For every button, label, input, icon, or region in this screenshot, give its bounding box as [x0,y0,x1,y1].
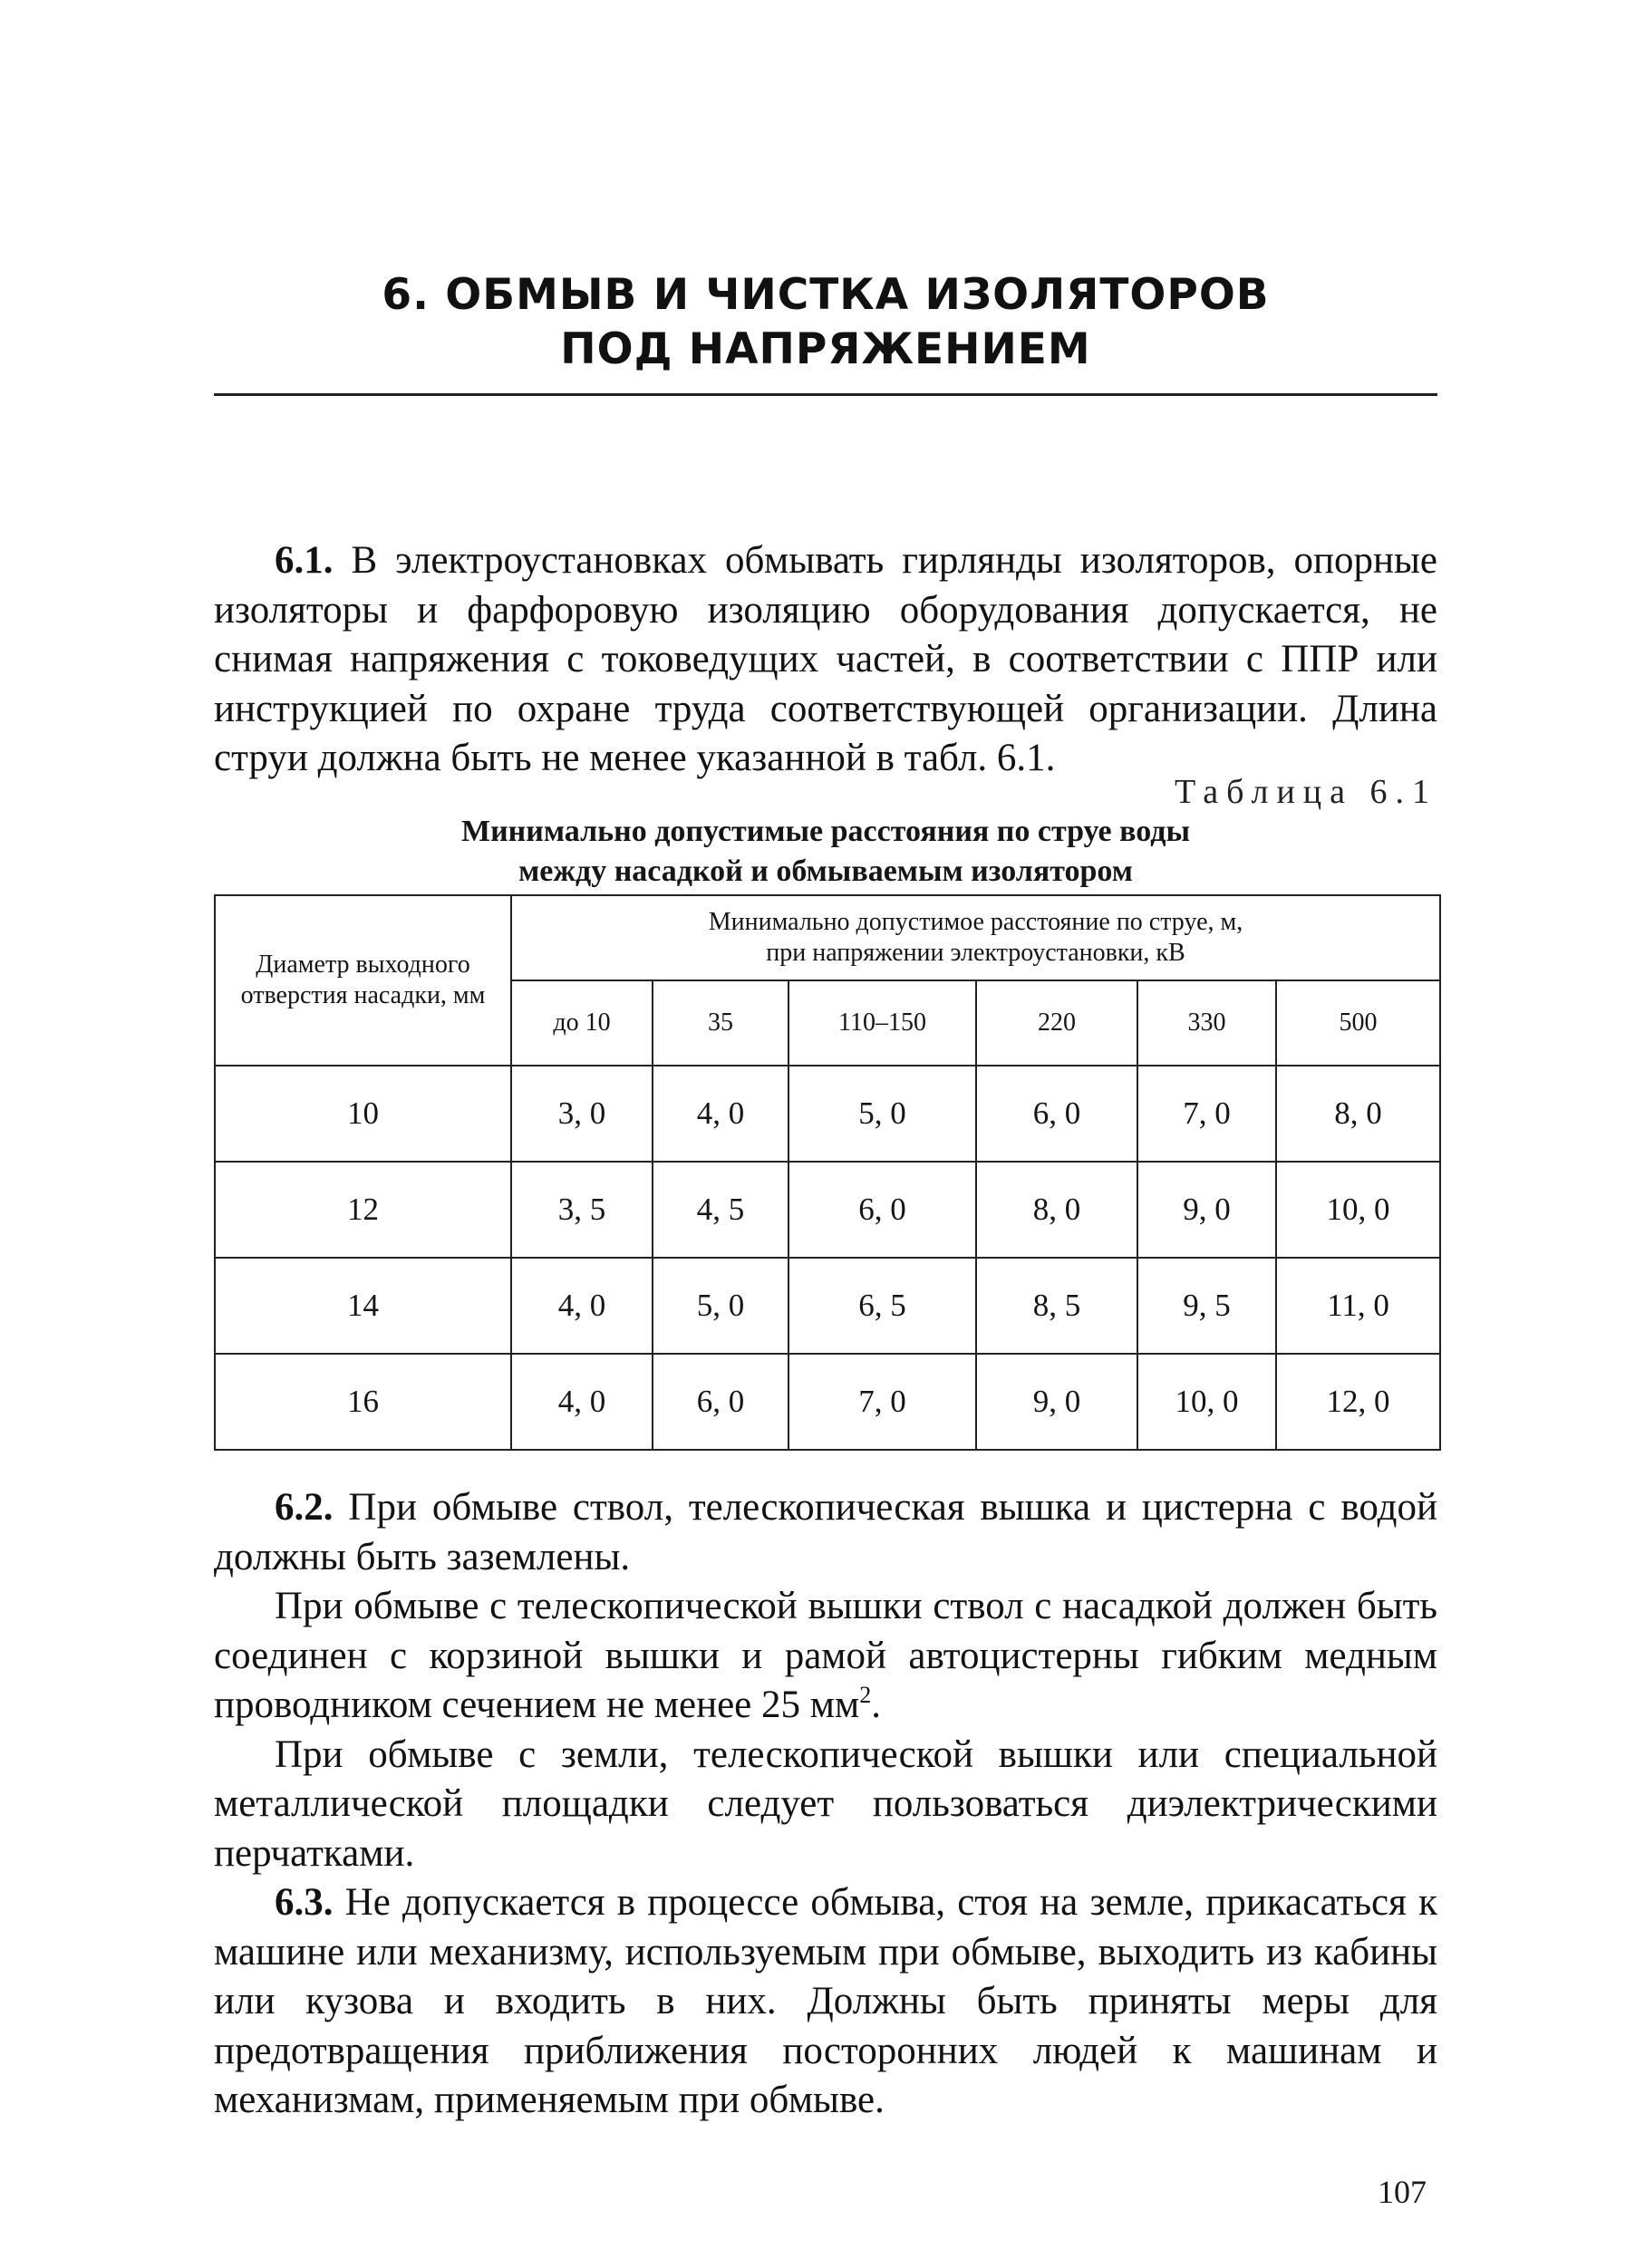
section-6-2-paragraph-3: При обмыве с земли, телескопической вышки или специальной металлической площадки следует пользоваться диэлектрическими перчатками. [214,1732,1437,1875]
table-row [215,1066,1440,1162]
cell-distance: 9, 5 [1137,1258,1276,1354]
header-voltage: 220 [976,980,1137,1066]
section-6-2-paragraph-2 [214,1582,1437,1731]
table-caption [214,812,1437,892]
section-6-1 [214,536,1437,784]
cell-distance: 10, 0 [1276,1162,1440,1258]
chapter-title-line2: ПОД НАПРЯЖЕНИЕМ [560,324,1091,374]
header-distance-line1: Минимально допустимое расстояние по струе, м, [708,908,1243,936]
table-row [215,1162,1440,1258]
cell-distance: 4, 0 [511,1354,653,1450]
table-row [215,1354,1440,1450]
header-distance-line2: при напряжении электроустановки, кВ [766,939,1185,967]
section-6-1-number: 6.1. [275,539,334,582]
superscript-2: 2 [859,1682,872,1708]
table-caption-line1: Минимально допустимые расстояния по струе воды [460,815,1190,848]
cell-distance: 4, 5 [653,1162,788,1258]
cell-distance: 4, 0 [653,1066,788,1162]
cell-distance: 5, 0 [788,1066,976,1162]
section-6-1-text: В электроустановках обмывать гирлянды изоляторов, опорные изоляторы и фарфоровую изоляцию оборудования допускается, не снимая напряжения с токоведущих частей, в соответствии с ППР или инструкцией по охране труда соответствующей организации. Длина струи должна быть не менее указанной в табл. 6.1. [214,539,1437,779]
section-6-2-para2-text: При обмыве с телескопической вышки ствол с насадкой должен быть соединен с корзиной вышки и рамой автоцистерны гибким медным проводником сечением не менее 25 мм [214,1585,1437,1726]
header-diameter: Диаметр выходного отверстия насадки, мм [215,895,511,1066]
section-6-2-para2-end: . [871,1684,881,1726]
section-6-2-number: 6.2. [275,1486,334,1529]
section-6-3-text: Не допускается в процессе обмыва, стоя на земле, прикасаться к машине или механизму, используемым при обмыве, выходить из кабины или кузова и входить в них. Должны быть приняты меры для предотвращения приближения посторонних людей к машинам и механизмам, применяемым при обмыве. [214,1881,1437,2121]
header-distance-group [511,895,1440,980]
section-6-2-text: При обмыве ствол, телескопическая вышка и цистерна с водой должны быть заземлены. [214,1486,1437,1578]
section-6-3-paragraph [214,1878,1437,2126]
chapter-title-line1: 6. ОБМЫВ И ЧИСТКА ИЗОЛЯТОРОВ [382,270,1270,320]
sections-6-2-6-3 [214,1483,1437,2126]
section-6-3-number: 6.3. [275,1881,334,1924]
table-caption-line2: между насадкой и обмываемым изолятором [518,854,1133,888]
table-row [215,1258,1440,1354]
cell-diameter: 10 [215,1066,511,1162]
cell-diameter: 16 [215,1354,511,1450]
cell-distance: 10, 0 [1137,1354,1276,1450]
cell-diameter: 12 [215,1162,511,1258]
cell-distance: 8, 0 [976,1162,1137,1258]
cell-distance: 4, 0 [511,1258,653,1354]
cell-distance: 6, 0 [976,1066,1137,1162]
header-voltage: 35 [653,980,788,1066]
cell-distance: 3, 5 [511,1162,653,1258]
section-6-2-paragraph [214,1483,1437,1582]
header-voltage: 330 [1137,980,1276,1066]
cell-distance: 7, 0 [1137,1066,1276,1162]
cell-diameter: 14 [215,1258,511,1354]
header-voltage: 500 [1276,980,1440,1066]
page-number: 107 [1378,2174,1427,2210]
cell-distance: 6, 5 [788,1258,976,1354]
cell-distance: 9, 0 [1137,1162,1276,1258]
table-label: Таблица 6.1 [1174,773,1437,811]
cell-distance: 11, 0 [1276,1258,1440,1354]
title-divider [214,393,1437,396]
cell-distance: 6, 0 [653,1354,788,1450]
table-header-row [215,895,1440,980]
header-voltage: 110–150 [788,980,976,1066]
section-6-1-paragraph [214,536,1437,784]
cell-distance: 6, 0 [788,1162,976,1258]
cell-distance: 5, 0 [653,1258,788,1354]
cell-distance: 9, 0 [976,1354,1137,1450]
cell-distance: 3, 0 [511,1066,653,1162]
chapter-title [214,268,1437,377]
cell-distance: 8, 5 [976,1258,1137,1354]
distance-table [214,894,1441,1451]
header-voltage: до 10 [511,980,653,1066]
cell-distance: 12, 0 [1276,1354,1440,1450]
cell-distance: 8, 0 [1276,1066,1440,1162]
cell-distance: 7, 0 [788,1354,976,1450]
